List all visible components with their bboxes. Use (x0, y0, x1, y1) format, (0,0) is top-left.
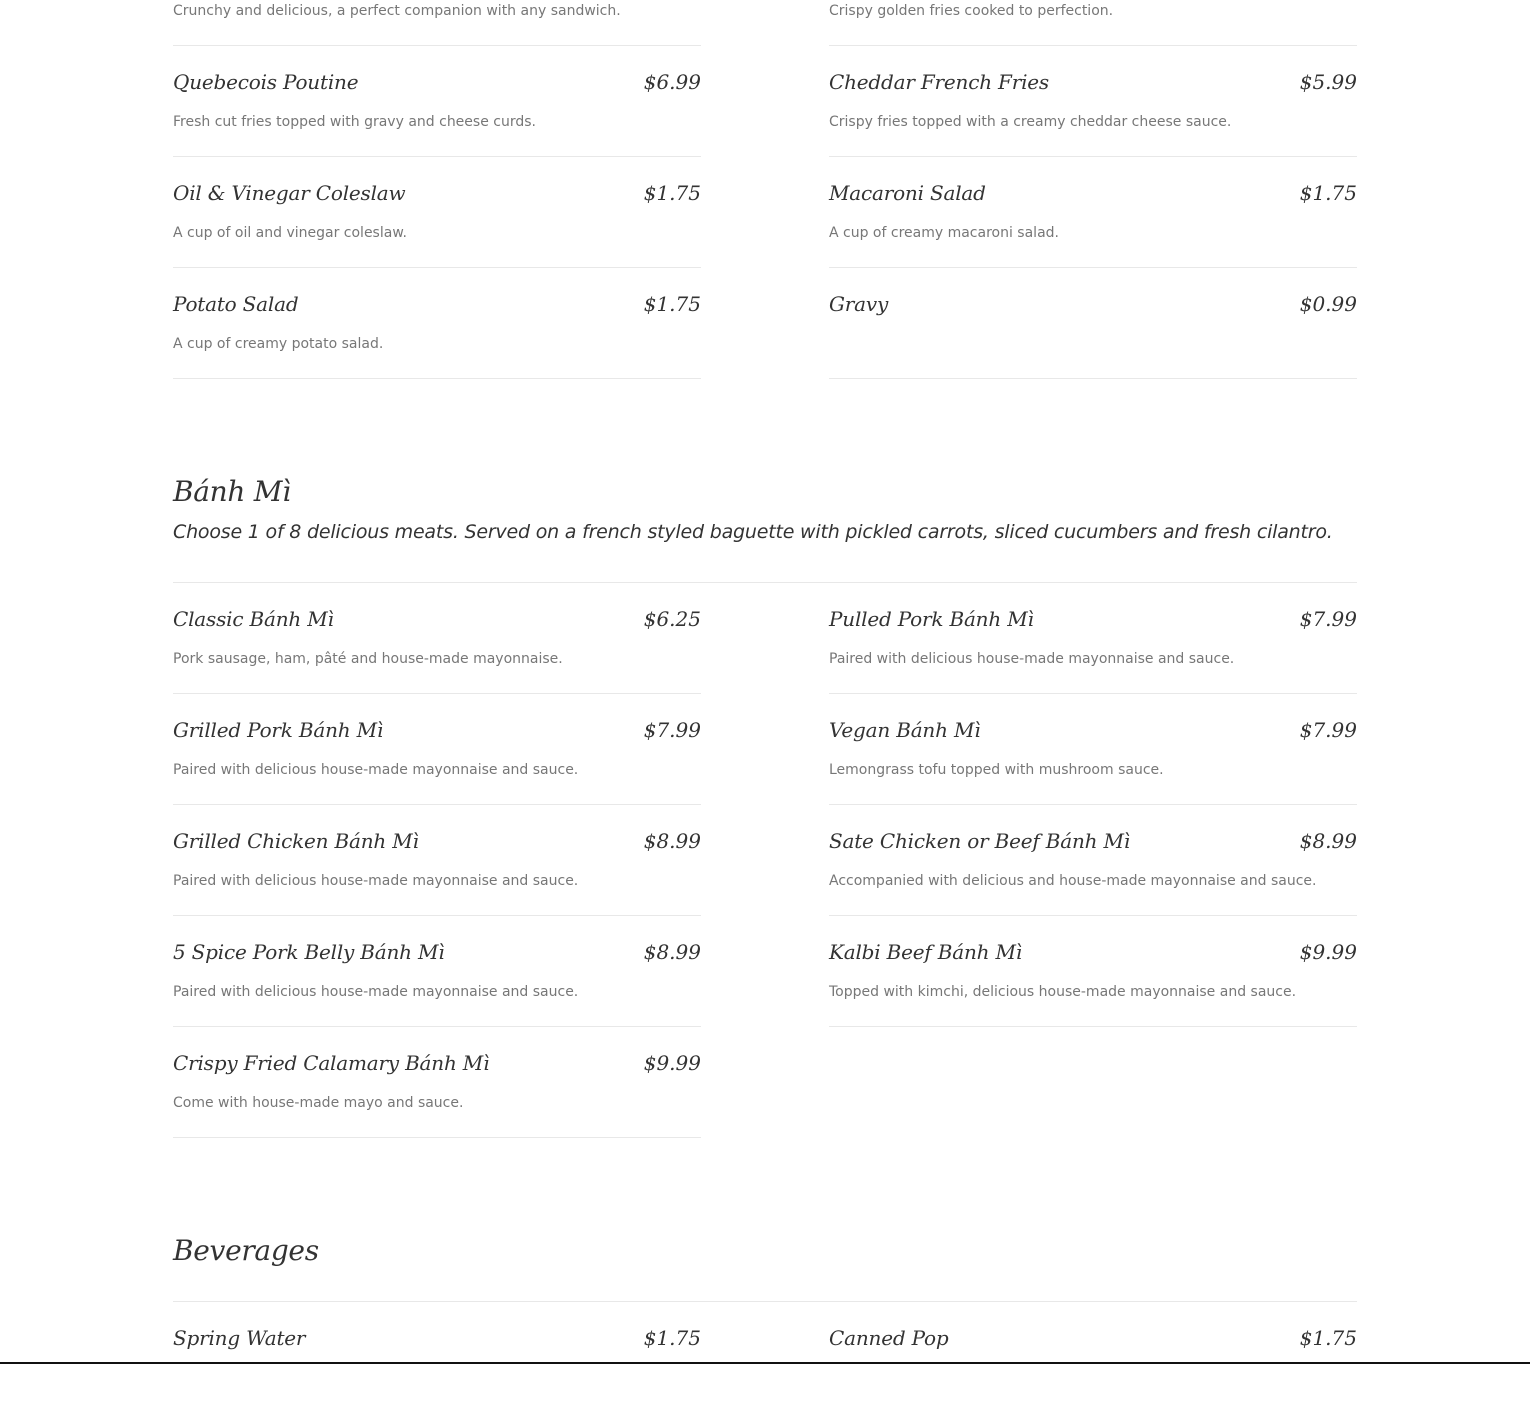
banh-mi-right-column (829, 583, 1357, 1027)
item-price: $9.99 (643, 1051, 701, 1075)
item-name: Classic Bánh Mì (173, 607, 334, 631)
menu-item (829, 694, 1357, 805)
item-price: $8.99 (1299, 829, 1357, 853)
item-name: Cheddar French Fries (829, 70, 1049, 94)
menu-item (829, 0, 1357, 46)
item-description: Pork sausage, ham, pâté and house-made mayonnaise. (173, 651, 563, 667)
item-name: Grilled Pork Bánh Mì (173, 718, 384, 742)
item-name: 5 Spice Pork Belly Bánh Mì (173, 940, 445, 964)
item-name: Sate Chicken or Beef Bánh Mì (829, 829, 1130, 853)
beverages-grid (173, 1302, 1357, 1364)
item-name: Pulled Pork Bánh Mì (829, 607, 1034, 631)
menu-item (173, 583, 701, 694)
section-subtitle-banh-mi: Choose 1 of 8 delicious meats. Served on a french styled baguette with pickled carrots, sliced cucumbers and fresh cilantro. (173, 521, 1333, 543)
item-price: $1.75 (1299, 1326, 1357, 1350)
menu-item (173, 46, 701, 157)
item-name: Spring Water (173, 1326, 306, 1350)
item-name: Gravy (829, 292, 889, 316)
item-description: Come with house-made mayo and sauce. (173, 1095, 464, 1111)
menu-item (173, 0, 701, 46)
item-price: $7.99 (643, 718, 701, 742)
item-name: Macaroni Salad (829, 181, 986, 205)
menu-item (173, 1027, 701, 1138)
beverages-left-column (173, 1302, 701, 1412)
item-name: Quebecois Poutine (173, 70, 359, 94)
item-name: Crispy Fried Calamary Bánh Mì (173, 1051, 490, 1075)
item-description: Crispy fries topped with a creamy cheddar cheese sauce. (829, 114, 1232, 130)
menu-item (173, 805, 701, 916)
item-description: Paired with delicious house-made mayonnaise and sauce. (829, 651, 1235, 667)
item-price: $8.99 (643, 940, 701, 964)
item-description: Crispy golden fries cooked to perfection. (829, 3, 1114, 19)
item-price: $6.99 (643, 70, 701, 94)
item-price: $1.75 (643, 181, 701, 205)
section-title-banh-mi: Bánh Mì (173, 475, 291, 508)
menu-item (829, 916, 1357, 1027)
item-description: Accompanied with delicious and house-made mayonnaise and sauce. (829, 873, 1317, 889)
item-description: Lemongrass tofu topped with mushroom sauce. (829, 762, 1164, 778)
item-name: Oil & Vinegar Coleslaw (173, 181, 406, 205)
item-price: $7.99 (1299, 607, 1357, 631)
item-price: $7.99 (1299, 718, 1357, 742)
item-name: Vegan Bánh Mì (829, 718, 981, 742)
sides-right-column (829, 0, 1357, 379)
sides-left-column (173, 0, 701, 379)
banh-mi-grid (173, 583, 1357, 1143)
menu-item (829, 1302, 1357, 1412)
item-description: Topped with kimchi, delicious house-made mayonnaise and sauce. (829, 984, 1297, 1000)
item-price: $1.75 (643, 1326, 701, 1350)
item-description: A cup of creamy macaroni salad. (829, 225, 1059, 241)
item-name: Potato Salad (173, 292, 299, 316)
menu-item (829, 157, 1357, 268)
beverages-right-column (829, 1302, 1357, 1412)
item-price: $8.99 (643, 829, 701, 853)
item-price: $0.99 (1299, 292, 1357, 316)
menu-item (173, 694, 701, 805)
menu-item (829, 46, 1357, 157)
menu-item (173, 268, 701, 379)
item-price: $1.75 (643, 292, 701, 316)
item-price: $5.99 (1299, 70, 1357, 94)
menu-item (173, 916, 701, 1027)
menu-item (173, 1302, 701, 1412)
menu-item (173, 157, 701, 268)
item-description: Paired with delicious house-made mayonnaise and sauce. (173, 762, 579, 778)
section-title-beverages: Beverages (173, 1234, 319, 1267)
menu-item (829, 268, 1357, 379)
item-name: Kalbi Beef Bánh Mì (829, 940, 1022, 964)
item-description: Crunchy and delicious, a perfect companion with any sandwich. (173, 3, 621, 19)
item-price: $1.75 (1299, 181, 1357, 205)
item-name: Grilled Chicken Bánh Mì (173, 829, 419, 853)
item-description: Paired with delicious house-made mayonnaise and sauce. (173, 984, 579, 1000)
menu-item (829, 583, 1357, 694)
item-description: A cup of creamy potato salad. (173, 336, 384, 352)
banh-mi-left-column (173, 583, 701, 1138)
item-description: A cup of oil and vinegar coleslaw. (173, 225, 407, 241)
sides-grid (173, 0, 1357, 380)
item-price: $6.25 (643, 607, 701, 631)
menu-item (829, 805, 1357, 916)
item-price: $9.99 (1299, 940, 1357, 964)
item-name: Canned Pop (829, 1326, 949, 1350)
item-description: Paired with delicious house-made mayonnaise and sauce. (173, 873, 579, 889)
item-description: Fresh cut fries topped with gravy and cheese curds. (173, 114, 536, 130)
